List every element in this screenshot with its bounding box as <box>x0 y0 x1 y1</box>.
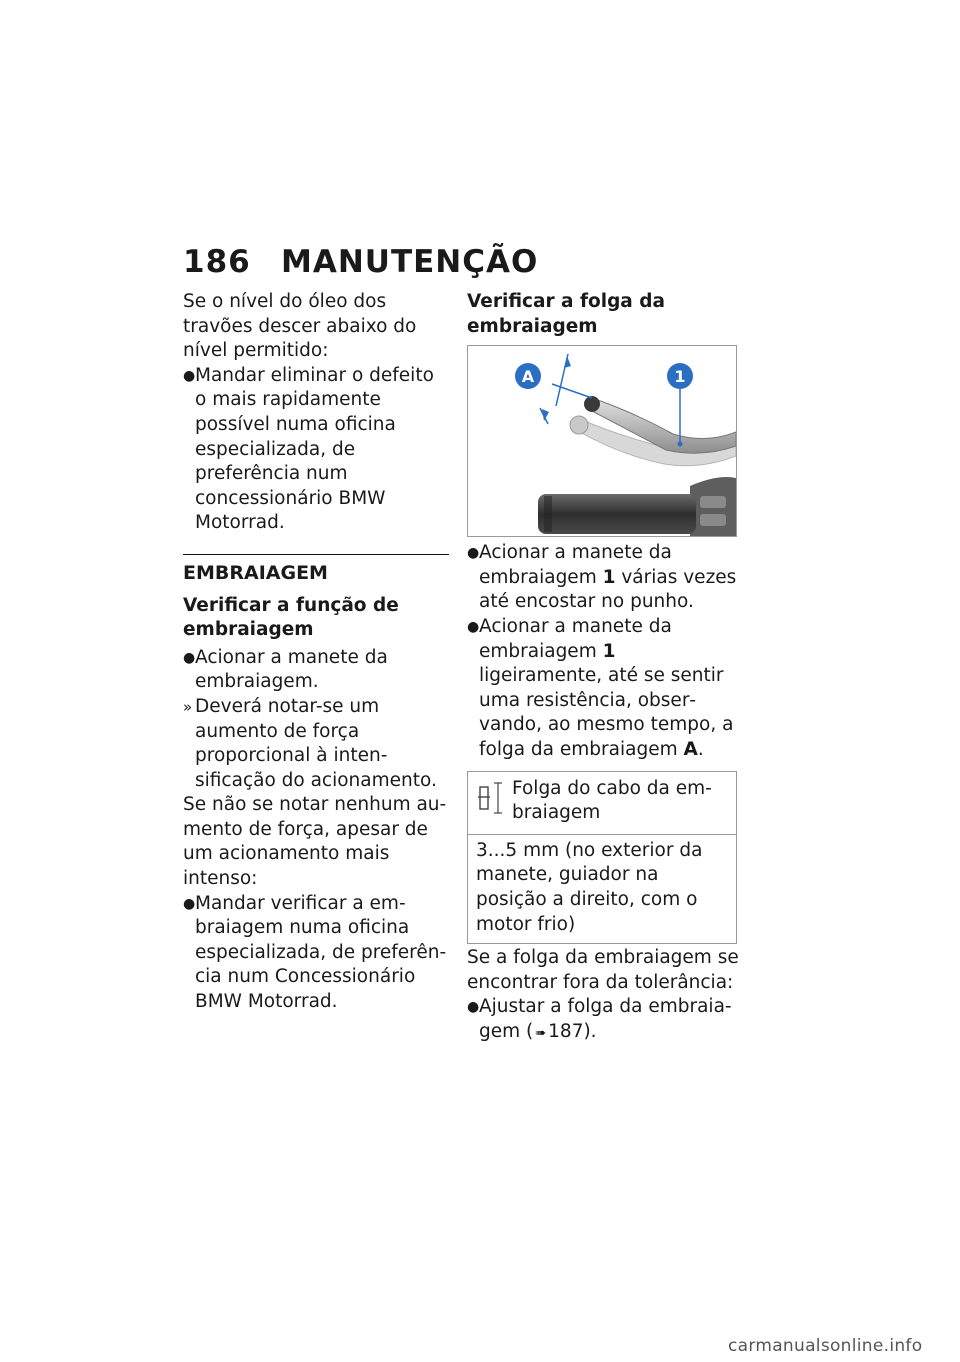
callout-1-label: 1 <box>674 367 686 387</box>
result-item: » Deverá notar-se um aumento de força proporcional à intensificação do acionamento. <box>183 695 437 791</box>
right-column <box>467 290 739 1046</box>
page-header <box>183 244 538 280</box>
list-item: ● Ajustar a folga da embraiagem ( ➠ 187). <box>467 995 739 1046</box>
left-column <box>183 290 449 1015</box>
bullet-icon: ● <box>467 545 480 562</box>
paragraph: Se a folga da embraiagem se encontrar fora da tolerância: <box>467 947 739 993</box>
page-title: MANUTENÇÃO <box>281 244 539 280</box>
spec-label: Folga do cabo da embraiagem <box>512 777 712 824</box>
section-title: EMBRAIAGEM <box>183 554 449 586</box>
bullet-icon: ● <box>183 895 196 912</box>
page-number: 186 <box>183 244 251 280</box>
list-item: ● Acionar a manete da embraiagem. <box>183 646 388 693</box>
list-item: ● Acionar a manete da embraiagem 1 ligeiramente, até se sentir uma resistência, observando, ao mesmo tempo, a folga da embraiagem A. <box>467 615 734 760</box>
figure-ref: A <box>683 738 698 760</box>
subsection-title: Verificar a função de embraiagem <box>183 594 399 641</box>
bullet-icon: ● <box>183 367 196 384</box>
bullet-icon: ● <box>467 999 480 1016</box>
intro-paragraph: Se o nível do óleo dos travões descer abaixo do nível permitido: <box>183 291 417 362</box>
subsection-title: Verificar a folga da embraiagem <box>467 291 665 337</box>
page-ref-arrow-icon: ➠ <box>535 1025 547 1041</box>
page-ref[interactable]: 187 <box>548 1020 584 1042</box>
spec-value: 3...5 mm (no exterior da manete, guiador na posição a direito, com o motor frio) <box>476 839 703 935</box>
result-arrow-icon: » <box>183 697 193 716</box>
spec-table <box>467 771 737 945</box>
bullet-icon: ● <box>467 618 480 635</box>
list-item: ● Mandar eliminar o defeito o mais rapidamente possível numa oficina especializada, de preferência num concessionário BMW Motorrad. <box>183 364 434 534</box>
clutch-lever-illustration <box>468 346 737 537</box>
bullet-icon: ● <box>183 649 196 666</box>
list-item: ● Mandar verificar a embraiagem numa oficina especializada, de preferência num Concessionário BMW Motorrad. <box>183 892 447 1013</box>
paragraph: Se não se notar nenhum aumento de força, apesar de um acionamento mais intenso: <box>183 794 447 890</box>
figure-ref: 1 <box>602 640 616 662</box>
callout-a-label: A <box>521 367 535 387</box>
figure-ref: 1 <box>602 566 616 588</box>
clearance-gauge-icon <box>476 777 512 826</box>
spec-header <box>468 772 736 835</box>
watermark: carmanualsonline.info <box>728 1336 923 1356</box>
list-item: ● Acionar a manete da embraiagem 1 várias vezes até encostar no punho. <box>467 542 737 613</box>
clutch-lever-figure <box>467 345 737 537</box>
